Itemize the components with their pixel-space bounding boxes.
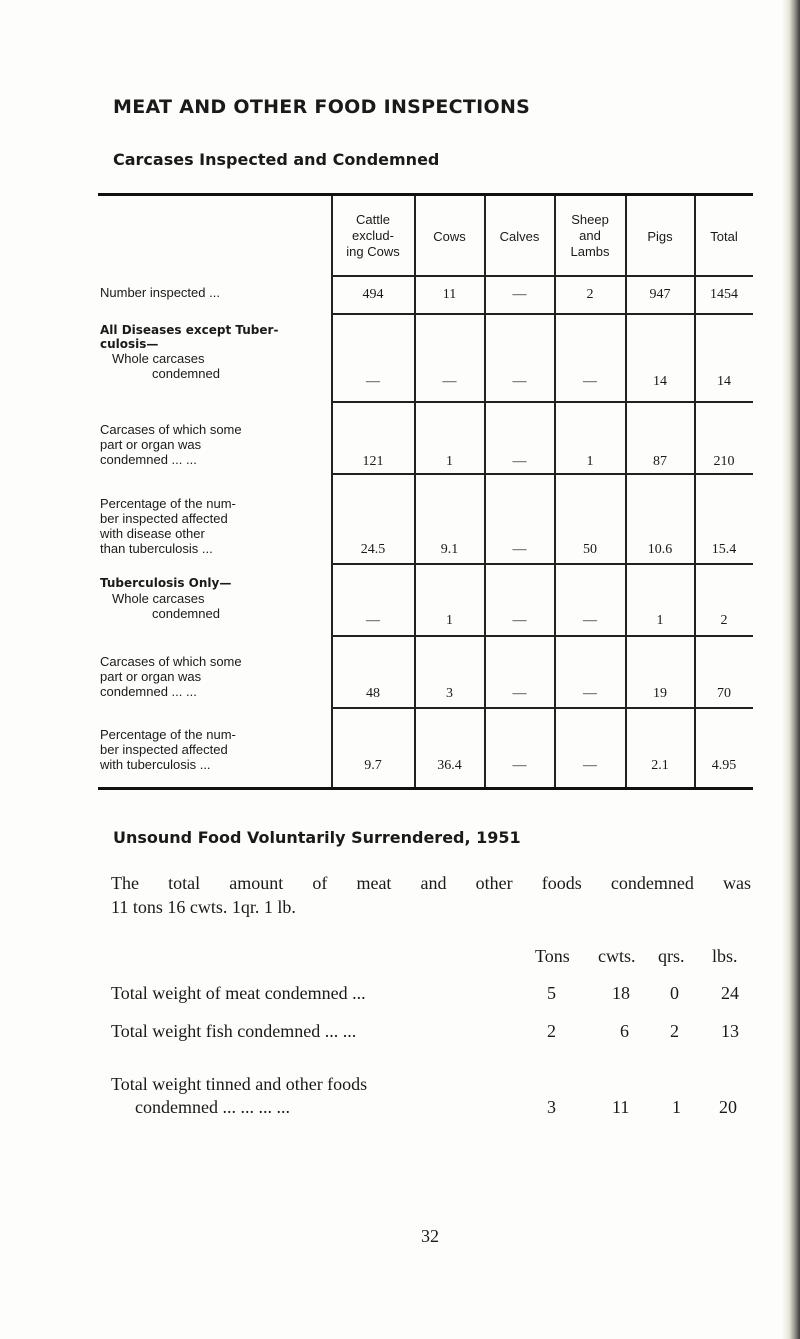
table-cell: 1: [446, 613, 453, 628]
weight-value: 2: [670, 1021, 679, 1041]
page-title: MEAT AND OTHER FOOD INSPECTIONS: [113, 96, 531, 118]
table-cell: 2: [720, 613, 728, 628]
paragraph-line-1: The total amount of meat and other foods condemned was: [111, 873, 751, 893]
table-cell: 1: [586, 454, 594, 469]
column-header-pigs: Pigs: [647, 229, 673, 244]
table-cell: 1: [446, 454, 453, 469]
weight-value: 13: [721, 1021, 739, 1041]
table-cell: 1454: [710, 287, 738, 302]
column-header-sheep: Sheep and Lambs: [570, 212, 610, 259]
table-cell: 9.1: [440, 542, 459, 557]
table-cell: —: [366, 374, 380, 389]
column-header-total: Total: [710, 229, 738, 244]
table-cell: 10.6: [647, 542, 673, 557]
group-heading-all-diseases: All Diseases except Tuber- culosis—: [100, 323, 279, 351]
weight-value: 1: [672, 1097, 681, 1117]
table-cell: 36.4: [437, 758, 462, 773]
row-label-all-diseases-part: Carcases of which some part or organ was condemned ... ...: [100, 422, 242, 467]
row-divider: [331, 635, 753, 637]
weight-label-tinned-line-1: Total weight tinned and other foods: [111, 1074, 368, 1094]
table-cell: 2.1: [651, 758, 669, 773]
section-heading-unsound-food: Unsound Food Voluntarily Surrendered, 1951: [113, 828, 521, 847]
table-cell: 48: [366, 686, 380, 701]
weight-value: 11: [612, 1097, 630, 1117]
table-cell: —: [583, 758, 597, 773]
table-cell: 121: [362, 454, 384, 469]
table-cell: —: [512, 613, 527, 628]
row-divider: [331, 563, 753, 565]
table-cell: —: [512, 454, 527, 469]
table-cell: 4.95: [711, 758, 737, 773]
row-label-number-inspected: Number inspected ...: [100, 285, 220, 300]
carcases-table: [98, 193, 753, 790]
table-cell: 24.5: [360, 542, 386, 557]
weight-value: 24: [721, 983, 739, 1003]
row-label-tuberculosis-whole: Tuberculosis Only— Whole carcases condemned: [100, 576, 330, 621]
table-top-rule: [98, 193, 753, 196]
table-cell: —: [512, 542, 527, 557]
unit-header-cwts: cwts.: [598, 946, 636, 966]
table-cell: 19: [653, 686, 667, 701]
table-cell: —: [583, 613, 597, 628]
table-cell: 9.7: [364, 758, 382, 773]
paragraph-line-2: 11 tons 16 cwts. 1qr. 1 lb.: [111, 897, 296, 917]
table-cell: 14: [717, 374, 731, 389]
table-cell: 1: [656, 613, 664, 628]
weight-value: 2: [547, 1021, 556, 1041]
row-label-all-diseases-whole: All Diseases except Tuber- culosis— Whole carcases condemned: [100, 323, 330, 381]
page-binding-shadow: [782, 0, 800, 1339]
weight-value: 18: [612, 983, 630, 1003]
page-number: 32: [421, 1226, 439, 1246]
unit-header-tons: Tons: [535, 946, 570, 966]
row-divider: [331, 707, 753, 709]
weight-value: 20: [719, 1097, 737, 1117]
weight-value: 6: [620, 1021, 629, 1041]
table-cell: 87: [653, 454, 667, 469]
column-header-calves: Calves: [499, 229, 540, 244]
section-heading-carcases: Carcases Inspected and Condemned: [113, 150, 440, 169]
table-cell: 947: [649, 287, 671, 302]
unit-header-qrs: qrs.: [658, 946, 685, 966]
unit-header-lbs: lbs.: [712, 946, 738, 966]
table-cell: 210: [713, 454, 735, 469]
table-cell: —: [512, 686, 527, 701]
column-header-cattle: Cattle exclud- ing Cows: [346, 212, 400, 259]
row-label-tuberculosis-part: Carcases of which some part or organ was condemned ... ...: [100, 654, 242, 699]
table-cell: —: [366, 613, 380, 628]
row-divider: [331, 473, 753, 475]
table-cell: —: [583, 374, 597, 389]
table-cell: 494: [362, 287, 384, 302]
weight-label-fish: Total weight fish condemned ... ...: [111, 1021, 357, 1041]
weight-value: 0: [670, 983, 679, 1003]
table-cell: —: [442, 374, 457, 389]
table-cell: 15.4: [711, 542, 737, 557]
table-cell: —: [512, 374, 527, 389]
row-divider: [331, 313, 753, 315]
table-cell: 2: [586, 287, 594, 302]
table-cell: —: [512, 287, 527, 302]
weight-value: 3: [547, 1097, 556, 1117]
table-cell: —: [512, 758, 527, 773]
column-header-cows: Cows: [433, 229, 466, 244]
table-cell: 3: [446, 686, 453, 701]
table-cell: 70: [717, 686, 731, 701]
row-divider: [331, 275, 753, 277]
table-cell: 14: [653, 374, 667, 389]
row-label-tuberculosis-percentage: Percentage of the num- ber inspected affected with tuberculosis ...: [100, 727, 236, 772]
table-bottom-rule: [98, 787, 753, 790]
group-heading-tuberculosis: Tuberculosis Only—: [100, 576, 232, 590]
table-cell: 50: [583, 542, 597, 557]
table-cell: 11: [442, 287, 457, 302]
weight-label-meat: Total weight of meat condemned ...: [111, 983, 366, 1003]
row-divider: [331, 401, 753, 403]
weight-label-tinned-line-2: condemned ... ... ... ...: [135, 1097, 290, 1117]
table-cell: —: [583, 686, 597, 701]
weight-value: 5: [547, 983, 556, 1003]
row-label-all-diseases-percentage: Percentage of the num- ber inspected affected with disease other than tuberculosis ...: [100, 496, 236, 556]
